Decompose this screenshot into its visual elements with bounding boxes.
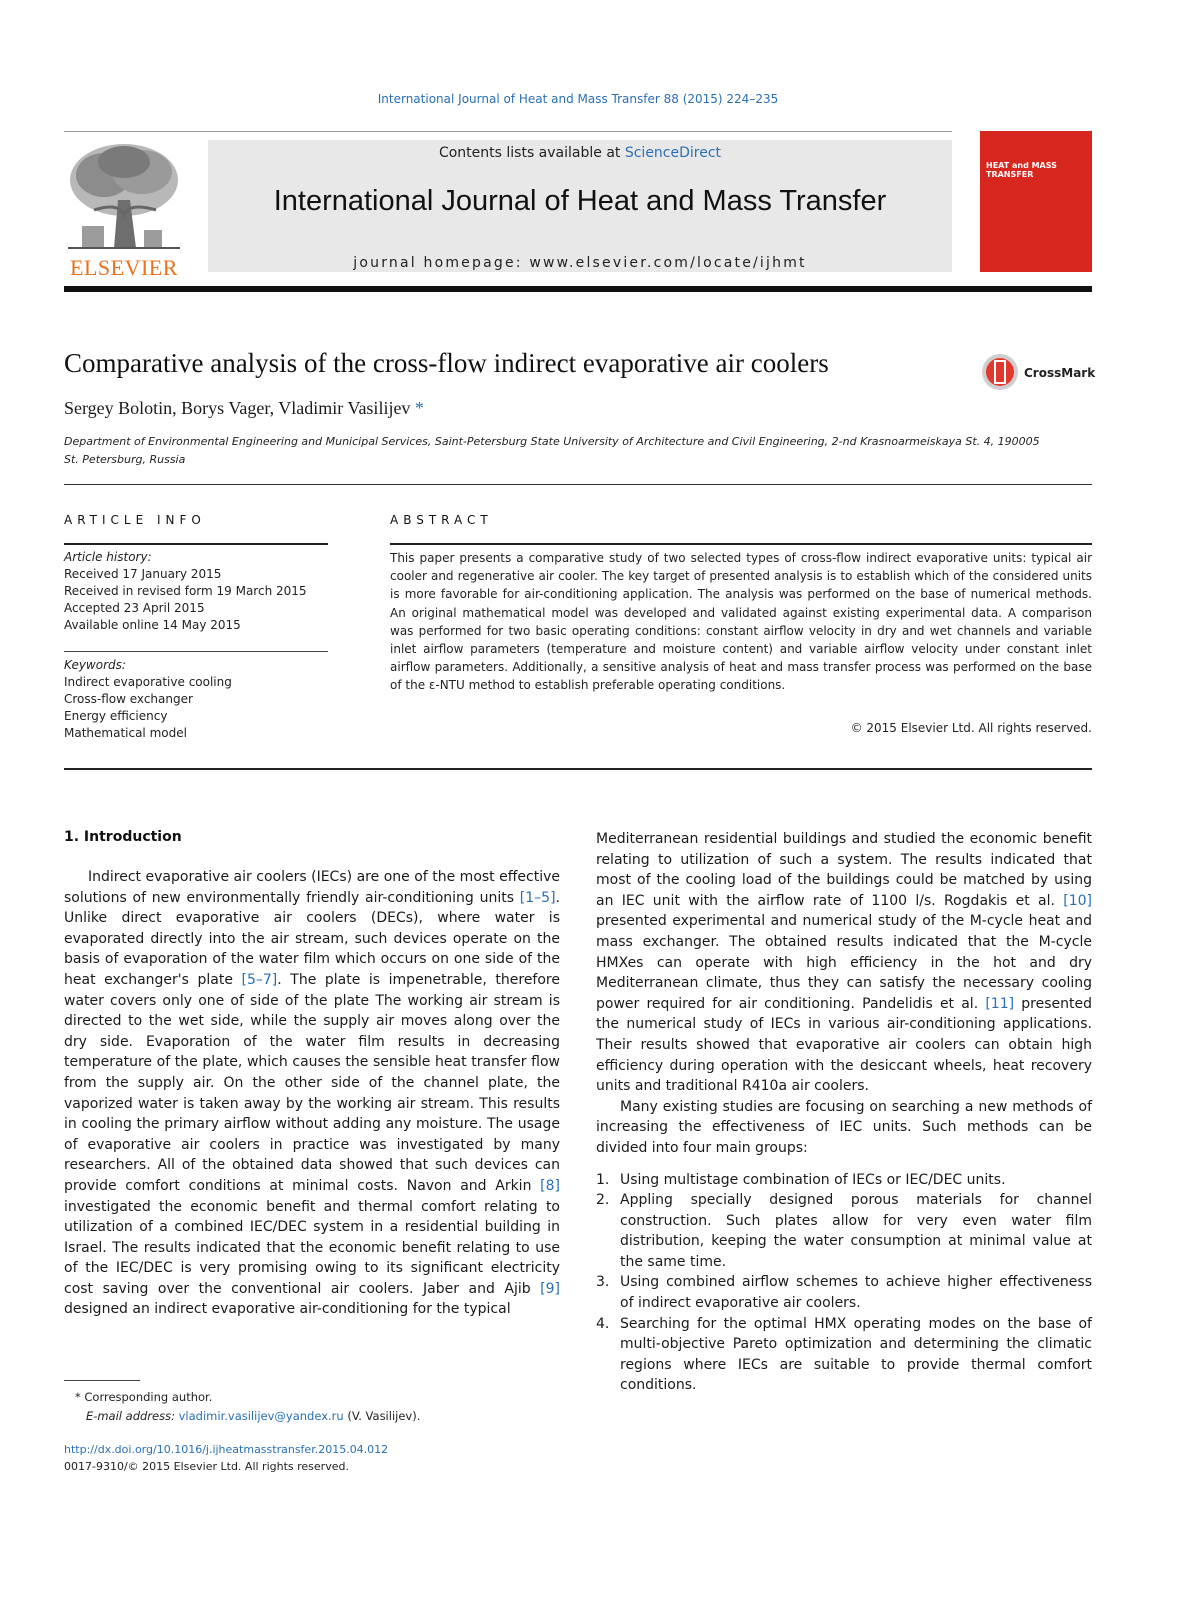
footnote-corresponding [64, 1388, 420, 1407]
keyword-item: Energy efficiency [64, 709, 168, 723]
header-thick-rule [64, 286, 1092, 292]
citation-link[interactable]: [5–7] [241, 971, 278, 988]
footnote-mark: * [74, 1390, 81, 1404]
header-top-rule [64, 131, 952, 132]
footnote [64, 1388, 420, 1426]
journal-cover-thumbnail[interactable] [980, 131, 1092, 272]
affiliation [64, 433, 1094, 469]
list-item [596, 1190, 1092, 1272]
list-number: 3. [596, 1274, 610, 1291]
citation-link[interactable]: [1–5] [519, 889, 556, 906]
list-number: 2. [596, 1192, 610, 1209]
body-text: Indirect evaporative air coolers (IECs) are one of the most effective solutions of new environmentally friendly air-conditioning units [64, 869, 560, 906]
abstract-rule [390, 543, 1092, 545]
journal-homepage-link[interactable]: journal homepage: www.elsevier.com/locate/ijhmt [353, 255, 807, 271]
issn-copyright: 0017-9310/© 2015 Elsevier Ltd. All rights reserved. [64, 1460, 349, 1473]
footnote-corresponding-text: Corresponding author. [84, 1390, 213, 1404]
abstract-copyright: © 2015 Elsevier Ltd. All rights reserved. [850, 721, 1092, 735]
running-head[interactable]: International Journal of Heat and Mass Transfer 88 (2015) 224–235 [377, 92, 779, 106]
history-revised: Received in revised form 19 March 2015 [64, 584, 307, 598]
paper-title: Comparative analysis of the cross-flow indirect evaporative air coolers [64, 348, 829, 378]
sciencedirect-link[interactable]: ScienceDirect [624, 145, 722, 161]
author-list [64, 398, 424, 419]
doi-link[interactable]: http://dx.doi.org/10.1016/j.ijheatmasstransfer.2015.04.012 [64, 1443, 389, 1456]
cover-title: HEAT and MASS TRANSFER [986, 161, 1057, 179]
body-text: . Unlike direct evaporative air coolers (DECs), where water is evaporated directly into the air stream, such devices operate on the basis of evaporation of the water film which occurs on one side of the heat exchanger's plate [64, 889, 560, 988]
corresponding-author-mark[interactable]: * [414, 398, 424, 418]
front-matter-rule [64, 768, 1092, 770]
intro-paragraph-2: Many existing studies are focusing on searching a new methods of increasing the effectiveness of IEC units. Such methods can be divided into four main groups: [596, 1098, 1092, 1156]
list-item [596, 1272, 1092, 1313]
affiliation-line-2: St. Petersburg, Russia [64, 453, 186, 466]
article-info-heading: ARTICLE INFO [64, 513, 206, 527]
article-history [64, 549, 307, 634]
intro-paragraph-1-cont [596, 829, 1092, 1097]
journal-title: International Journal of Heat and Mass Transfer [273, 185, 887, 217]
history-received: Received 17 January 2015 [64, 567, 222, 581]
keywords-label: Keywords: [64, 658, 126, 672]
title-block-rule [64, 484, 1092, 485]
affiliation-line-1: Department of Environmental Engineering and Municipal Services, Saint-Petersburg State University of Architecture and Civil Engineering, 2-nd Krasnoarmeiskaya St. 4, 190005 [64, 435, 1040, 448]
list-text: Appling specially designed porous materials for channel construction. Such plates allow for very even water film distribution, keeping the water consumption at minimal value at the same time. [620, 1192, 1092, 1270]
authors-names: Sergey Bolotin, Borys Vager, Vladimir Vasilijev [64, 398, 411, 418]
citation-link[interactable]: [10] [1063, 892, 1092, 909]
keywords-rule [64, 651, 328, 652]
list-item [596, 1170, 1092, 1191]
body-text: presented experimental and numerical study of the M-cycle heat and mass exchanger. The obtained results indicated that the M-cycle HMXes can operate with high efficiency in the hot and dry Mediterranean climate, thus they can satisfy the necessary cooling power required for air conditioning. Pandelidis et al. [596, 913, 1092, 1012]
email-label: E-mail address: [85, 1409, 175, 1423]
publisher-wordmark: ELSEVIER [70, 255, 178, 280]
keyword-item: Indirect evaporative cooling [64, 675, 232, 689]
list-number: 1. [596, 1171, 610, 1188]
email-link[interactable]: vladimir.vasilijev@yandex.ru [178, 1409, 344, 1423]
body-text: presented the numerical study of IECs in various air-conditioning applications. Their results showed that evaporative air coolers can obtain high efficiency during operation with the desiccant wheels, heat recovery units and traditional R410a air coolers. [596, 995, 1092, 1095]
intro-paragraph-1 [64, 867, 560, 1320]
footnote-email [64, 1407, 420, 1426]
abstract-heading: ABSTRACT [390, 513, 493, 527]
abstract-text: This paper presents a comparative study of two selected types of cross-flow indirect evaporative units: typical air cooler and regenerative air cooler. The key target of presented analysis is to establish which of the considered units is more favorable for air-conditioning application. The analysis was performed on the base of numerical methods. An original mathematical model was developed and validated against existing experimental data. A comparison was performed for two basic operating conditions: constant airflow velocity in dry and wet channels and variable inlet airflow parameters (temperature and moisture content) and variable airflow velocity under constant inlet airflow parameters. Additionally, a sensitive analysis of heat and mass transfer process was performed on the base of the ε-NTU method to establish preferable operating conditions. [390, 551, 1092, 693]
citation-link[interactable]: [11] [985, 995, 1015, 1012]
list-number: 4. [596, 1315, 610, 1332]
contents-prefix: Contents lists available at [438, 145, 625, 161]
methods-list [596, 1170, 1092, 1397]
list-item [596, 1314, 1092, 1396]
history-online: Available online 14 May 2015 [64, 618, 241, 632]
body-text: Mediterranean residential buildings and studied the economic benefit relating to utilization of such a system. The results indicated that most of the cooling load of the buildings could be matched by using an IEC unit with the airflow rate of 1100 l/s. Rogdakis et al. [596, 831, 1092, 909]
footnote-rule [64, 1380, 140, 1381]
history-label: Article history: [64, 550, 152, 564]
citation-link[interactable]: [8] [540, 1177, 560, 1194]
history-accepted: Accepted 23 April 2015 [64, 601, 205, 615]
list-text: Searching for the optimal HMX operating modes on the base of multi-objective Pareto optimization and determining the climatic regions where IECs are suitable to provide thermal comfort conditions. [620, 1315, 1092, 1394]
body-text: designed an indirect evaporative air-conditioning for the typical [64, 1301, 511, 1318]
list-text: Using combined airflow schemes to achieve higher effectiveness of indirect evaporative air coolers. [620, 1274, 1092, 1312]
article-info-rule [64, 543, 328, 545]
body-text: . The plate is impenetrable, therefore water covers only one of side of the plate The working air stream is directed to the wet side, while the supply air moves along over the dry side. Evaporation of the water film results in decreasing temperature of the plate, which causes the sensible heat transfer flow from the supply air. On the other side of the channel plate, the vaporized water is taken away by the working air stream. This results in cooling the primary airflow without adding any moisture. The usage of evaporative air coolers in practice was investigated by many researchers. All of the obtained data showed that such devices can provide comfort conditions at minimal costs. Navon and Arkin [64, 971, 560, 1194]
keyword-item: Mathematical model [64, 726, 187, 740]
citation-link[interactable]: [9] [540, 1280, 560, 1297]
contents-line [208, 145, 952, 161]
keywords [64, 657, 232, 742]
list-text: Using multistage combination of IECs or IEC/DEC units. [620, 1171, 1006, 1188]
section-heading-introduction: 1. Introduction [64, 829, 182, 845]
body-text: investigated the economic benefit and thermal comfort relating to utilization of a combined IEC/DEC system in a residential building in Israel. The results indicated that the economic benefit relating to use of the IEC/DEC is very promising owing to its significant electricity cost saving over the conventional air coolers. Jaber and Ajib [64, 1198, 560, 1297]
body-column-left [64, 867, 560, 1320]
email-suffix: (V. Vasilijev). [347, 1409, 421, 1423]
keyword-item: Cross-flow exchanger [64, 692, 193, 706]
crossmark-label[interactable]: CrossMark [1024, 366, 1096, 380]
body-column-right [596, 829, 1092, 1396]
